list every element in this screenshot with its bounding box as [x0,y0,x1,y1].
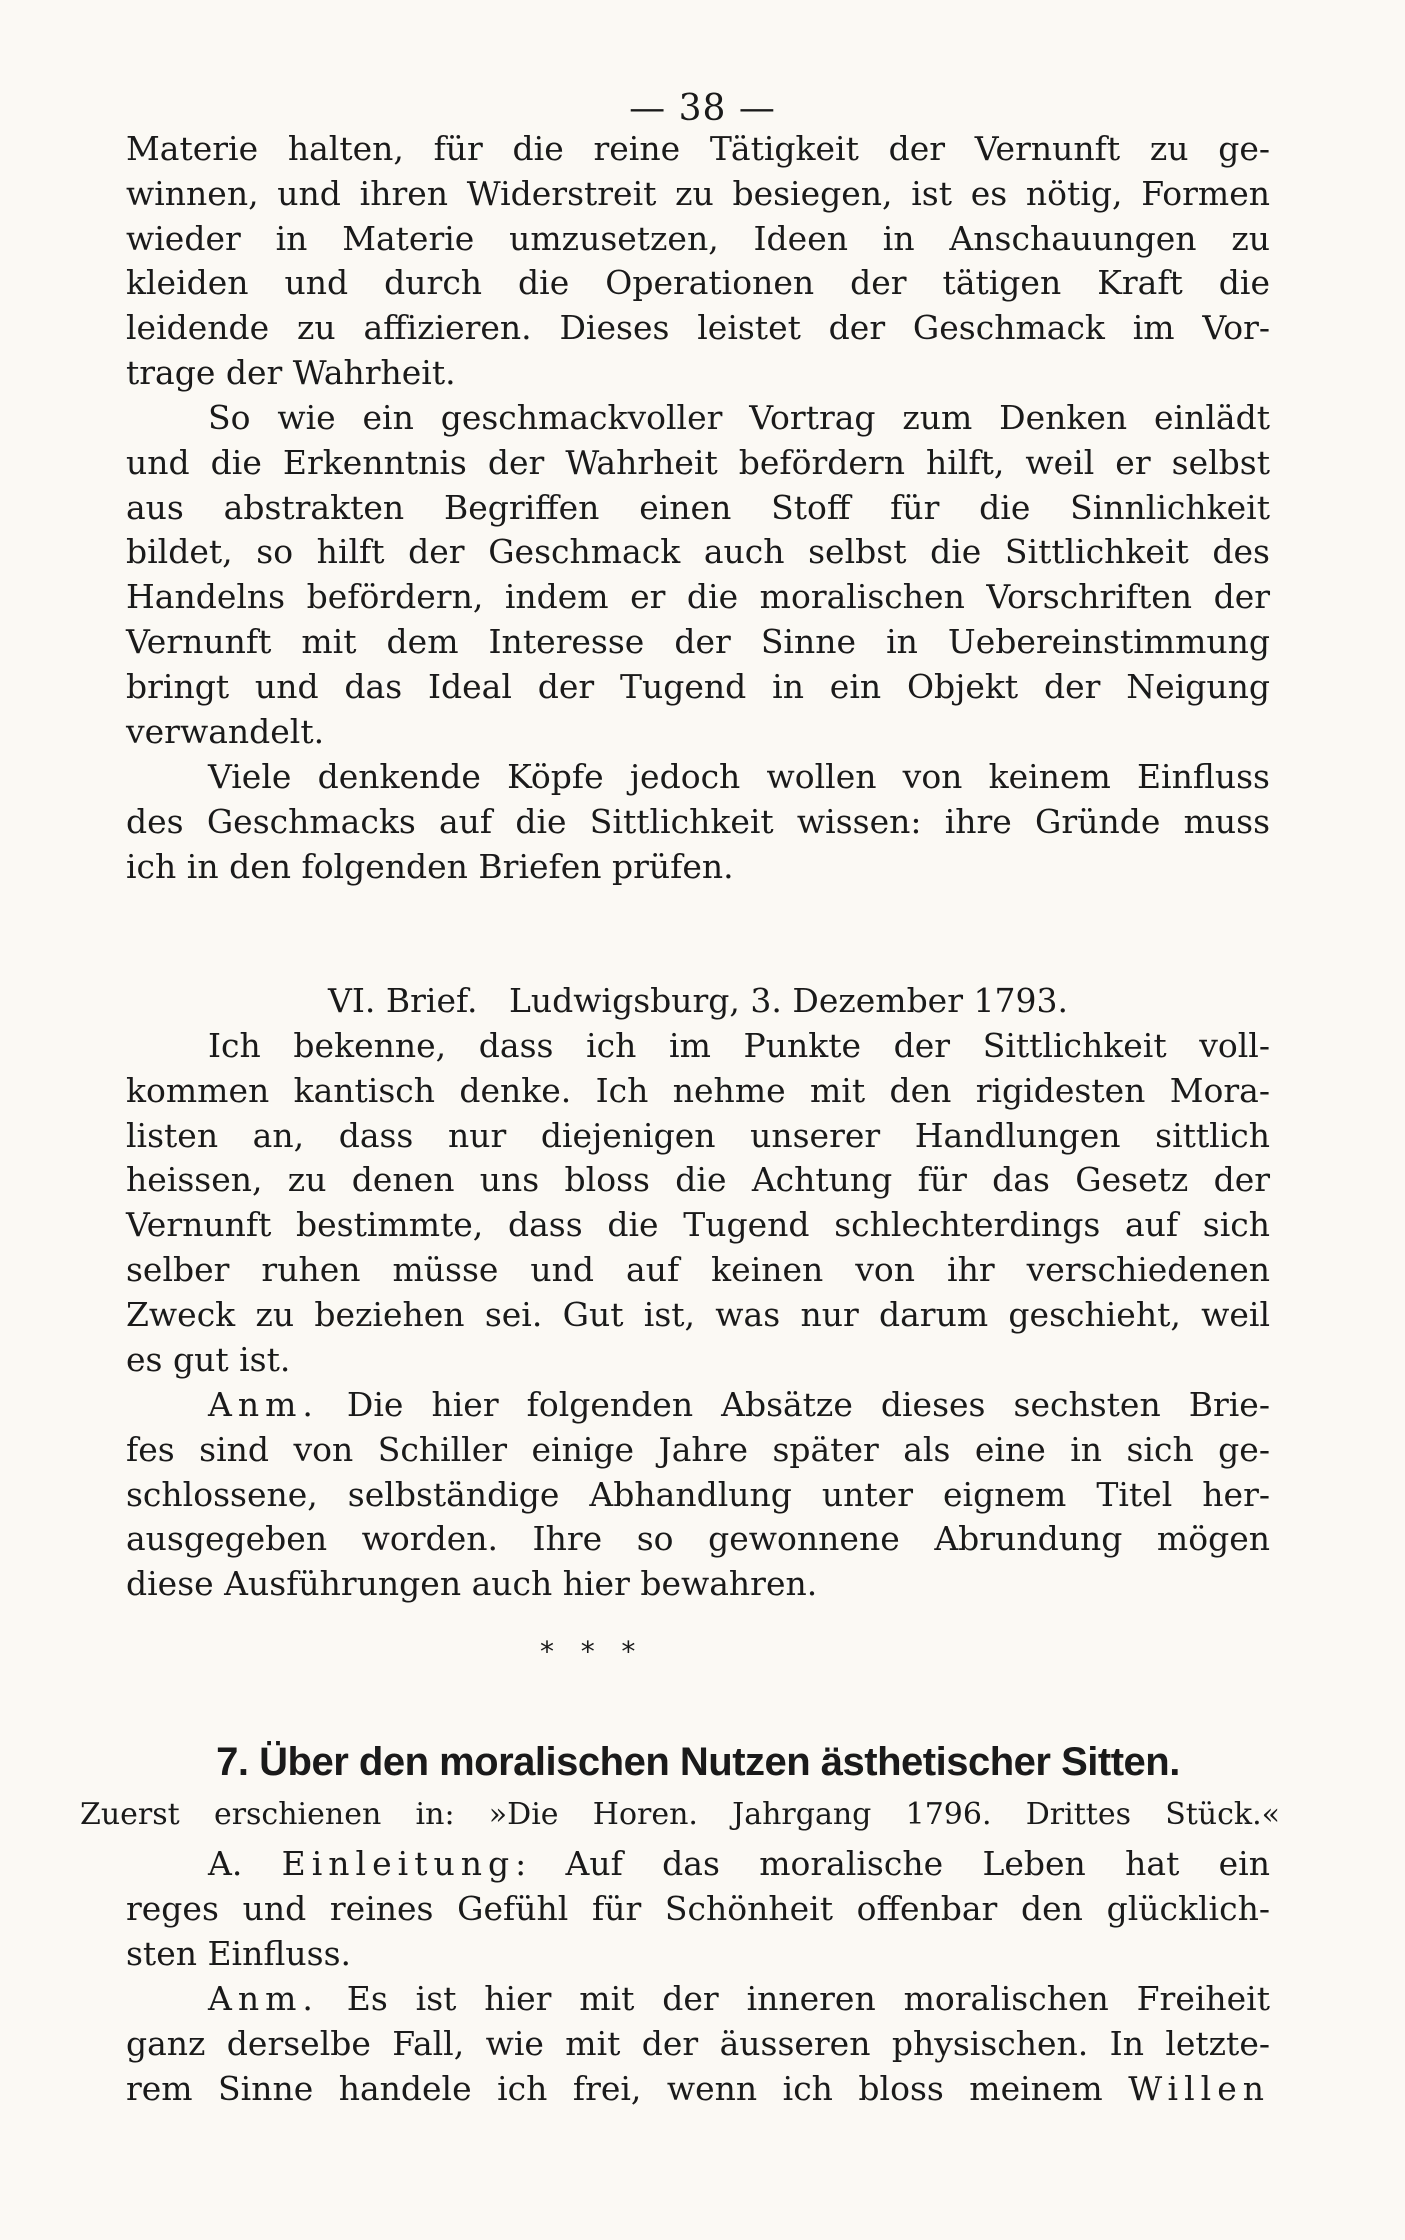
section-label: A. [208,1844,243,1883]
text-line: trage der Wahrheit. [126,352,456,392]
text-line: listen an, dass nur diejenigen unserer Handlungen sittlich [126,1115,1270,1155]
anmerkung-label: Anm. [208,1979,319,2018]
text-line [126,1842,1270,1887]
text-line: ganz derselbe Fall, wie mit der äusseren physischen. In letzte- [126,2023,1270,2063]
text-line: Handelns befördern, indem er die moralischen Vorschriften der [126,577,1270,617]
text-fragment: Die hier folgenden Absätze dieses sechsten Brie- [318,1385,1270,1424]
text-line: winnen, und ihren Widerstreit zu besiegen, ist es nötig, Formen [126,173,1270,213]
anmerkung-label: Anm. [208,1385,319,1424]
paragraph-continuation [126,127,1270,396]
text-fragment: : Auf das moralische Leben hat ein [515,1844,1270,1883]
text-line [126,2067,1270,2112]
text-line: So wie ein geschmackvoller Vortrag zum Denken einlädt [208,398,1270,437]
text-line: heissen, zu denen uns bloss die Achtung für das Gesetz der [126,1160,1270,1200]
text-line: verwandelt. [126,711,325,751]
text-line: diese Ausführungen auch hier bewahren. [126,1564,818,1604]
paragraph-anmerkung-2 [126,1977,1270,2111]
text-line: ausgegeben worden. Ihre so gewonnene Abrundung mögen [126,1519,1270,1559]
text-line: es gut ist. [126,1339,291,1379]
letter-heading [126,979,1270,1024]
text-line: sten Einfluss. [126,1933,351,1973]
paragraph-anmerkung-1 [126,1383,1270,1607]
text-line: aus abstrakten Begriffen einen Stoff für die Sinnlichkeit [126,487,1270,527]
einleitung-label: Einleitung [281,1844,516,1883]
text-line: Ich bekenne, dass ich im Punkte der Sittlichkeit voll- [208,1026,1270,1065]
text-line: selber ruhen müsse und auf keinen von ihr verschiedenen [126,1249,1270,1289]
text-line: des Geschmacks auf die Sittlichkeit wissen: ihre Gründe muss [126,801,1270,841]
text-line: bildet, so hilft der Geschmack auch selbst die Sittlichkeit des [126,532,1270,572]
paragraph-geschmackvoller-vortrag [126,396,1270,754]
emphasis-willen: Willen [1128,2068,1270,2108]
text-line: bringt und das Ideal der Tugend in ein Objekt der Neigung [126,666,1270,706]
text-line: Viele denkende Köpfe jedoch wollen von keinem Einfluss [208,757,1270,796]
text-line: kleiden und durch die Operationen der tätigen Kraft die [126,263,1270,303]
text-line: Materie halten, für die reine Tätigkeit der Vernunft zu ge- [126,129,1270,168]
text-line [126,1383,1270,1428]
text-line [126,1977,1270,2022]
text-line: kommen kantisch denke. Ich nehme mit den rigidesten Mora- [126,1070,1270,1110]
text-line: wieder in Materie umzusetzen, Ideen in Anschauungen zu [126,218,1270,258]
text-line: und die Erkenntnis der Wahrheit befördern hilft, weil er selbst [126,442,1270,482]
text-line: schlossene, selbständige Abhandlung unter eignem Titel her- [126,1474,1270,1514]
text-line: Zweck zu beziehen sei. Gut ist, was nur darum geschieht, weil [126,1294,1270,1334]
paragraph-ich-bekenne [126,1024,1270,1382]
paragraph-einleitung [126,1842,1270,1976]
letter-heading-text: VI. Brief. Ludwigsburg, 3. Dezember 1793. [328,981,1068,1020]
section-separator: * * * [540,1635,636,1668]
text-line: ich in den folgenden Briefen prüfen. [126,846,734,886]
text-line: reges und reines Gefühl für Schönheit offenbar den glücklich- [126,1888,1270,1928]
text-line: fes sind von Schiller einige Jahre später als eine in sich ge- [126,1429,1270,1469]
text-fragment: rem Sinne handele ich frei, wenn ich bloss meinem [126,2068,1129,2108]
page-number: — 38 — [629,88,776,129]
source-note: Zuerst erschienen in: »Die Horen. Jahrgang 1796. Drittes Stück.« [80,1797,1280,1832]
text-line: Vernunft mit dem Interesse der Sinne in Uebereinstimmung [126,621,1270,661]
paragraph-denkende-koepfe [126,755,1270,889]
text-line: Vernunft bestimmte, dass die Tugend schlechterdings auf sich [126,1205,1270,1245]
text-fragment: Es ist hier mit der inneren moralischen Freiheit [318,1979,1270,2018]
section-title: 7. Über den moralischen Nutzen ästhetischer Sitten. [216,1740,1180,1784]
text-line: leidende zu affizieren. Dieses leistet der Geschmack im Vor- [126,308,1270,348]
